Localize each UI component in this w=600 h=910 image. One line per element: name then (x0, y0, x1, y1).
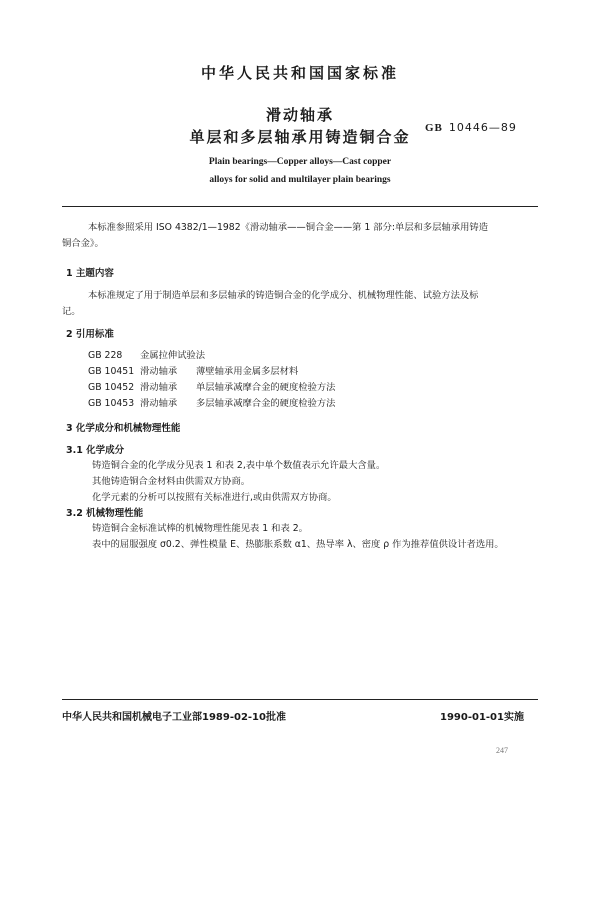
reference-category: 滑动轴承 (140, 398, 178, 409)
standard-prefix: GB (425, 122, 443, 134)
reference-item (88, 364, 298, 380)
section1-line2: 记。 (62, 306, 81, 317)
section3-1-line: 化学元素的分析可以按照有关标准进行,或由供需双方协商。 (92, 492, 337, 503)
section3-1-heading: 3.1 化学成分 (66, 445, 125, 456)
standard-code: 10446—89 (448, 121, 517, 134)
national-standard-header: 中华人民共和国国家标准 (200, 64, 399, 82)
footer-divider (62, 699, 538, 700)
reference-category: 滑动轴承 (140, 366, 178, 377)
section1-heading: 1 主题内容 (66, 268, 114, 279)
intro-line1: 本标准参照采用 ISO 4382/1—1982《滑动轴承——铜合金——第 1 部分:单层和多层轴承用铸造 (88, 222, 488, 233)
page-number: 247 (496, 746, 508, 755)
reference-item (88, 396, 335, 412)
section3-2-heading: 3.2 机械物理性能 (66, 508, 144, 519)
section1-line1: 本标准规定了用于制造单层和多层轴承的铸造铜合金的化学成分、机械物理性能、试验方法及标 (88, 290, 479, 301)
section3-1-line: 其他铸造铜合金材料由供需双方协商。 (92, 476, 251, 487)
document-title-line2: 单层和多层轴承用铸造铜合金 (189, 128, 411, 146)
section3-2-line: 表中的屈服强度 σ0.2、弹性模量 E、热膨胀系数 α1、热导率 λ、密度 ρ 作为推荐值供设计者选用。 (92, 539, 504, 550)
english-title-line2: alloys for solid and multilayer plain bearings (209, 175, 391, 185)
reference-category: 金属拉伸试验法 (140, 350, 206, 361)
approval-statement: 中华人民共和国机械电子工业部1989-02-10批准 (62, 712, 286, 723)
section3-2-line: 铸造铜合金标准试棒的机械物理性能见表 1 和表 2。 (92, 523, 308, 534)
reference-code: GB 10453 (88, 398, 135, 409)
english-title-line1: Plain bearings—Copper alloys—Cast copper (208, 157, 392, 167)
reference-title: 薄壁轴承用金属多层材料 (196, 366, 299, 377)
header-divider (62, 206, 538, 207)
document-title-line1: 滑动轴承 (265, 106, 334, 124)
reference-item (88, 380, 335, 396)
section2-heading: 2 引用标准 (66, 329, 114, 340)
standard-number (425, 121, 517, 134)
reference-item (88, 348, 205, 364)
reference-code: GB 10451 (88, 366, 135, 377)
reference-code: GB 10452 (88, 382, 135, 393)
reference-category: 滑动轴承 (140, 382, 178, 393)
implementation-date: 1990-01-01实施 (440, 712, 524, 723)
section3-1-line: 铸造铜合金的化学成分见表 1 和表 2,表中单个数值表示允许最大含量。 (92, 460, 386, 471)
section3-heading: 3 化学成分和机械物理性能 (66, 423, 181, 434)
reference-code: GB 228 (88, 350, 123, 361)
reference-title: 单层轴承减摩合金的硬度检验方法 (196, 382, 336, 393)
reference-title: 多层轴承减摩合金的硬度检验方法 (196, 398, 336, 409)
intro-line2: 铜合金》。 (62, 238, 104, 249)
